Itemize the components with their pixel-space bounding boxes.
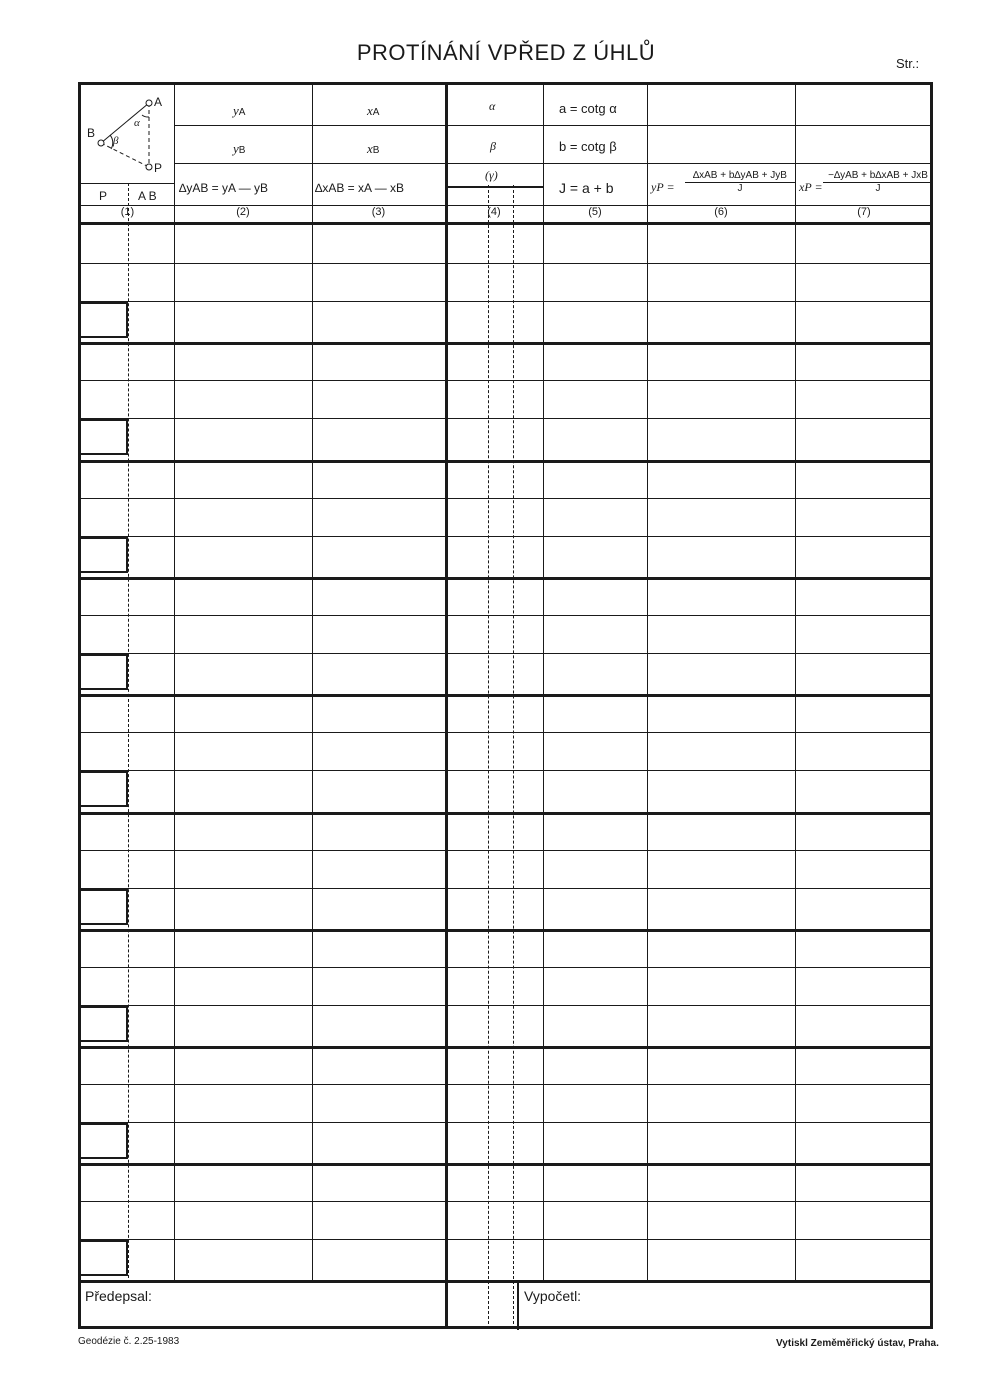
group-separator <box>81 1046 933 1049</box>
col4-beta: β <box>490 139 496 153</box>
diagram-point-b: B <box>87 126 96 140</box>
computed-by-label: Vypočetl: <box>524 1288 582 1304</box>
col4-alpha: α <box>489 99 496 113</box>
row-line <box>81 380 933 381</box>
row-line <box>81 615 933 616</box>
col7-numerator: −∆yAB + b∆xAB + JxB <box>823 170 933 183</box>
point-number-box[interactable] <box>81 419 128 455</box>
diagram-angle-beta: β <box>113 135 119 147</box>
diagram-point-p: P <box>154 161 163 175</box>
col-number-7: (7) <box>857 206 871 218</box>
point-number-box[interactable] <box>81 1123 128 1159</box>
col6-lhs: yP = <box>651 180 675 194</box>
group-separator <box>81 342 933 345</box>
page-number-label: Str.: <box>896 56 920 71</box>
group-separator <box>81 694 933 697</box>
header-line-1 <box>174 125 933 126</box>
header-line-gamma <box>445 186 543 188</box>
form-title: PROTÍNÁNÍ VPŘED Z ÚHLŮ <box>356 40 656 65</box>
col-divider-6 <box>795 85 796 1283</box>
point-number-box[interactable] <box>81 889 128 925</box>
col6-denominator: J <box>737 183 743 194</box>
row-line <box>81 967 933 968</box>
col7-fraction <box>823 170 933 194</box>
col3-delta-x-formula: ∆xAB = xA — xB <box>315 181 405 195</box>
row-line <box>81 1005 933 1006</box>
row-line <box>81 850 933 851</box>
group-separator <box>81 460 933 463</box>
col4-gamma: (γ) <box>485 168 498 182</box>
col2-ya: yA <box>233 103 246 118</box>
col3-xa: xA <box>367 103 380 118</box>
col3-xb: xB <box>367 141 380 156</box>
point-number-box[interactable] <box>81 1240 128 1276</box>
col-number-3: (3) <box>371 206 386 218</box>
diagram-angle-alpha: α <box>134 117 140 129</box>
row-line <box>81 418 933 419</box>
point-number-box[interactable] <box>81 302 128 338</box>
col-divider-1 <box>174 85 175 1283</box>
col7-denominator: J <box>875 183 881 194</box>
row-line <box>81 1084 933 1085</box>
col-divider-5 <box>647 85 648 1283</box>
col-number-5: (5) <box>588 206 602 218</box>
form-code: Geodézie č. 2.25-1983 <box>78 1336 180 1347</box>
prepared-by-label: Předepsal: <box>85 1288 152 1304</box>
col2-delta-y-formula: ∆yAB = yA — yB <box>179 181 269 195</box>
group-separator <box>81 812 933 815</box>
col1-label-ab: A B <box>138 189 157 203</box>
col7-lhs: xP = <box>799 180 823 194</box>
point-number-box[interactable] <box>81 1006 128 1042</box>
footer-top-line <box>81 1280 933 1283</box>
col-divider-2 <box>312 85 313 1283</box>
point-number-box[interactable] <box>81 654 128 690</box>
row-line <box>81 536 933 537</box>
point-number-box[interactable] <box>81 537 128 573</box>
row-line <box>81 732 933 733</box>
col6-fraction <box>685 170 795 194</box>
header-bottom-line <box>81 222 933 225</box>
row-line <box>81 1201 933 1202</box>
col6-numerator: ∆xAB + b∆yAB + JyB <box>685 170 795 183</box>
col-divider-3 <box>445 85 448 1329</box>
col-number-4: (4) <box>487 206 501 218</box>
point-number-box[interactable] <box>81 771 128 807</box>
col4-dashed-right <box>513 185 514 1329</box>
footer-divider <box>517 1280 519 1330</box>
group-separator <box>81 577 933 580</box>
col-number-6: (6) <box>714 206 728 218</box>
row-line <box>81 653 933 654</box>
printer-credit: Vytiskl Zeměměřický ústav, Praha. <box>776 1338 939 1349</box>
col5-b-formula: b = cotg β <box>559 139 617 154</box>
col-divider-4 <box>543 85 544 1283</box>
col2-yb: yB <box>233 141 246 156</box>
group-separator <box>81 1163 933 1166</box>
col5-j-formula: J = a + b <box>559 180 614 196</box>
group-separator <box>81 929 933 932</box>
row-line <box>81 1122 933 1123</box>
row-line <box>81 770 933 771</box>
col5-a-formula: a = cotg α <box>559 101 617 116</box>
row-line <box>81 888 933 889</box>
col1-label-p: P <box>99 189 108 203</box>
row-line <box>81 1239 933 1240</box>
col-number-2: (2) <box>236 206 250 218</box>
computation-sheet <box>78 82 933 1329</box>
row-line <box>81 498 933 499</box>
row-line <box>81 301 933 302</box>
row-line <box>81 263 933 264</box>
col4-dashed-left <box>488 185 489 1329</box>
diagram-point-a: A <box>154 95 163 109</box>
col-number-1: (1) <box>120 206 135 218</box>
header-line-2 <box>174 163 933 164</box>
